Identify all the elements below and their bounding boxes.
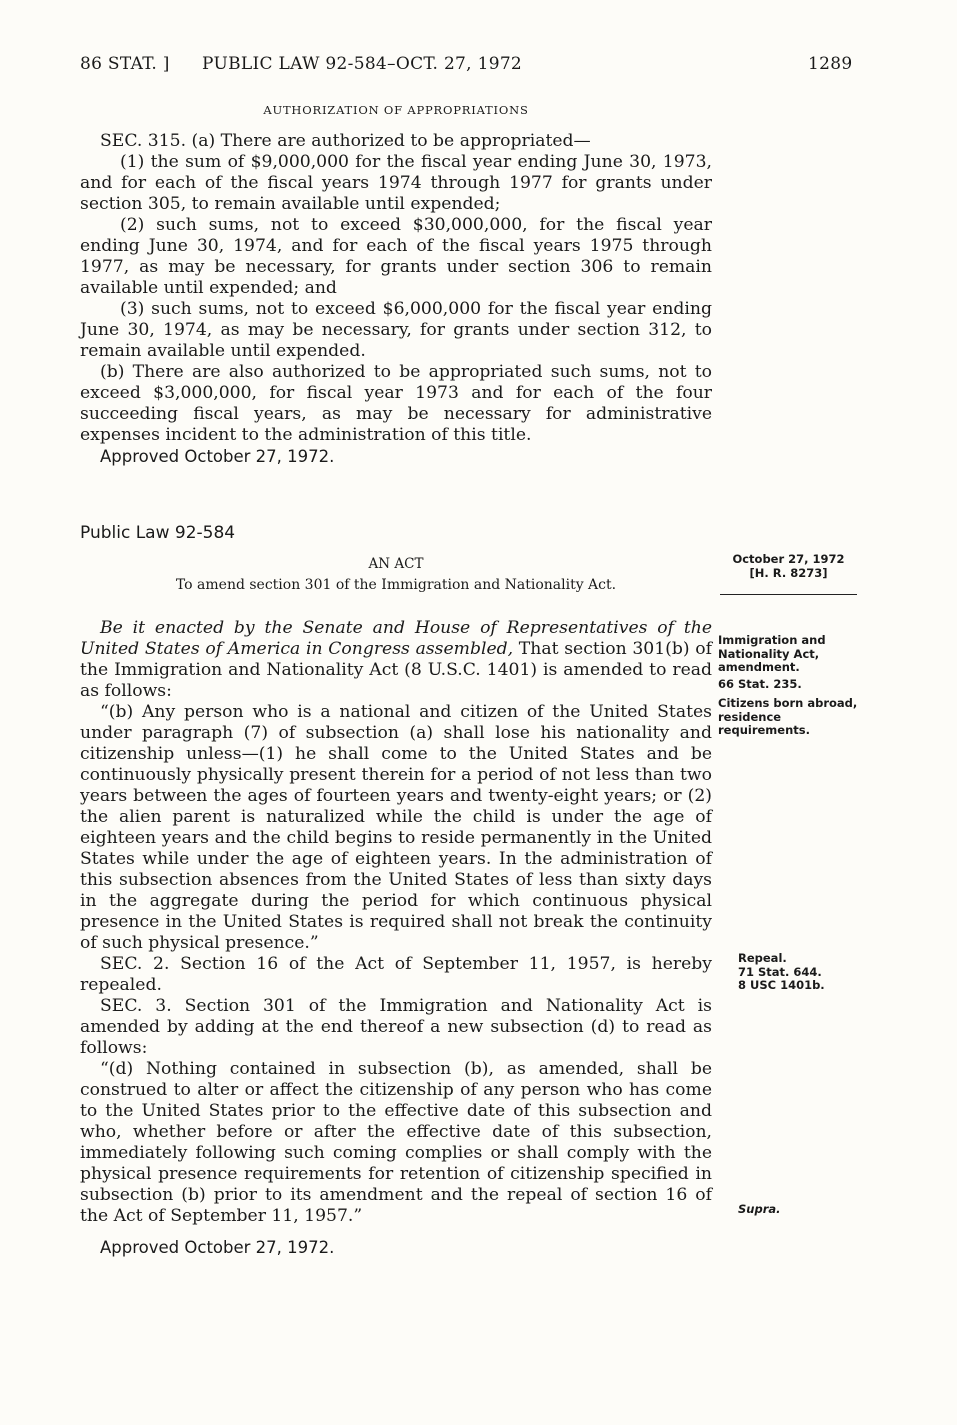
sec-315-item-3: (3) such sums, not to exceed $6,000,000 for the fiscal year ending June 30, 1974, as may be necessary, for grants under section 312, to remain available until expended. <box>80 299 712 361</box>
page-number: 1289 <box>808 54 853 74</box>
running-title: PUBLIC LAW 92-584–OCT. 27, 1972 <box>202 54 523 74</box>
margin-note-date <box>720 553 857 580</box>
approved-date-1: Approved October 27, 1972. <box>100 447 335 466</box>
margin-bill-number: [H. R. 8273] <box>749 565 828 580</box>
margin-note-repeal <box>738 952 883 993</box>
margin-amendment-text: Immigration and Nationality Act, amendment. <box>718 633 826 674</box>
main-text <box>80 100 712 1258</box>
approved-date-2: Approved October 27, 1972. <box>100 1238 335 1257</box>
margin-note-supra: Supra. <box>738 1202 781 1216</box>
section-3: SEC. 3. Section 301 of the Immigration and Nationality Act is amended by adding at the end thereof a new subsection (d) to read as follows: <box>80 996 712 1058</box>
sec-315-intro: SEC. 315. (a) There are authorized to be appropriated— <box>100 131 591 151</box>
margin-stat-235: 66 Stat. 235. <box>718 676 802 691</box>
act-subtitle: To amend section 301 of the Immigration and Nationality Act. <box>175 577 617 593</box>
sec-315-item-2: (2) such sums, not to exceed $30,000,000, for the fiscal year ending June 30, 1974, and for each of the fiscal years 1975 through 1977, as may be necessary, for grants under section 306 to remain available until expended; and <box>80 215 712 298</box>
quoted-subsection-b: “(b) Any person who is a national and citizen of the United States under paragraph (7) of subsection (a) shall lose his nationality and citizenship unless—(1) he shall come to the United States and be continuously physically present therein for a period of not less than two years between the ages of fourteen years and twenty-eight years; or (2) the alien parent is naturalized while the child is under the age of eighteen years and the child begins to reside permanently in the United States while under the age of eighteen years. In the administration of this subsection absences from the United States of less than sixty days in the aggregate during the period for which continuous physical presence in the United States is required shall not break the continuity of such physical presence.” <box>80 702 712 953</box>
margin-divider <box>720 594 857 595</box>
margin-date: October 27, 1972 <box>732 552 845 566</box>
quoted-subsection-d: “(d) Nothing contained in subsection (b), as amended, shall be construed to alter or affect the citizenship of any person who has come to the United States prior to the effective date of this subsection and who, whether before or after the effective date of this subsection, immediately following such coming complies or shall comply with the physical presence requirements for retention of citizenship specified in subsection (b) prior to its amendment and the repeal of section 16 of the Act of September 11, 1957.” <box>80 1059 712 1226</box>
enacting-clause <box>80 618 712 702</box>
section-heading: AUTHORIZATION OF APPROPRIATIONS <box>263 103 529 117</box>
margin-note-citizens: Citizens born abroad, residence requirements. <box>718 696 858 737</box>
sec-315-para-b: (b) There are also authorized to be appropriated such sums, not to exceed $3,000,000, for fiscal year 1973 and for each of the four succeeding fiscal years, as may be necessary for administrative expenses incident to the administration of this title. <box>80 362 712 445</box>
margin-note-amendment <box>718 634 863 691</box>
public-law-title: Public Law 92-584 <box>80 523 236 543</box>
enacting-clause-rest: That section 301(b) of the Immigration and Nationality Act (8 U.S.C. 1401) is amended to read as follows: <box>80 639 712 701</box>
an-act-heading: AN ACT <box>368 556 424 572</box>
margin-usc: 8 USC 1401b. <box>738 978 825 992</box>
margin-stat-644: 71 Stat. 644. <box>738 964 822 979</box>
enacting-clause-italic: Be it enacted by the Senate and House of Representatives of the United States of America in Congress assembled, <box>80 618 712 659</box>
sec-315-item-1: (1) the sum of $9,000,000 for the fiscal year ending June 30, 1973, and for each of the fiscal years 1974 through 1977 for grants under section 305, to remain available until expended; <box>80 152 712 214</box>
margin-repeal: Repeal. <box>738 951 787 965</box>
section-2: SEC. 2. Section 16 of the Act of September 11, 1957, is hereby repealed. <box>80 954 712 995</box>
stat-reference: 86 STAT. ] <box>80 54 170 74</box>
